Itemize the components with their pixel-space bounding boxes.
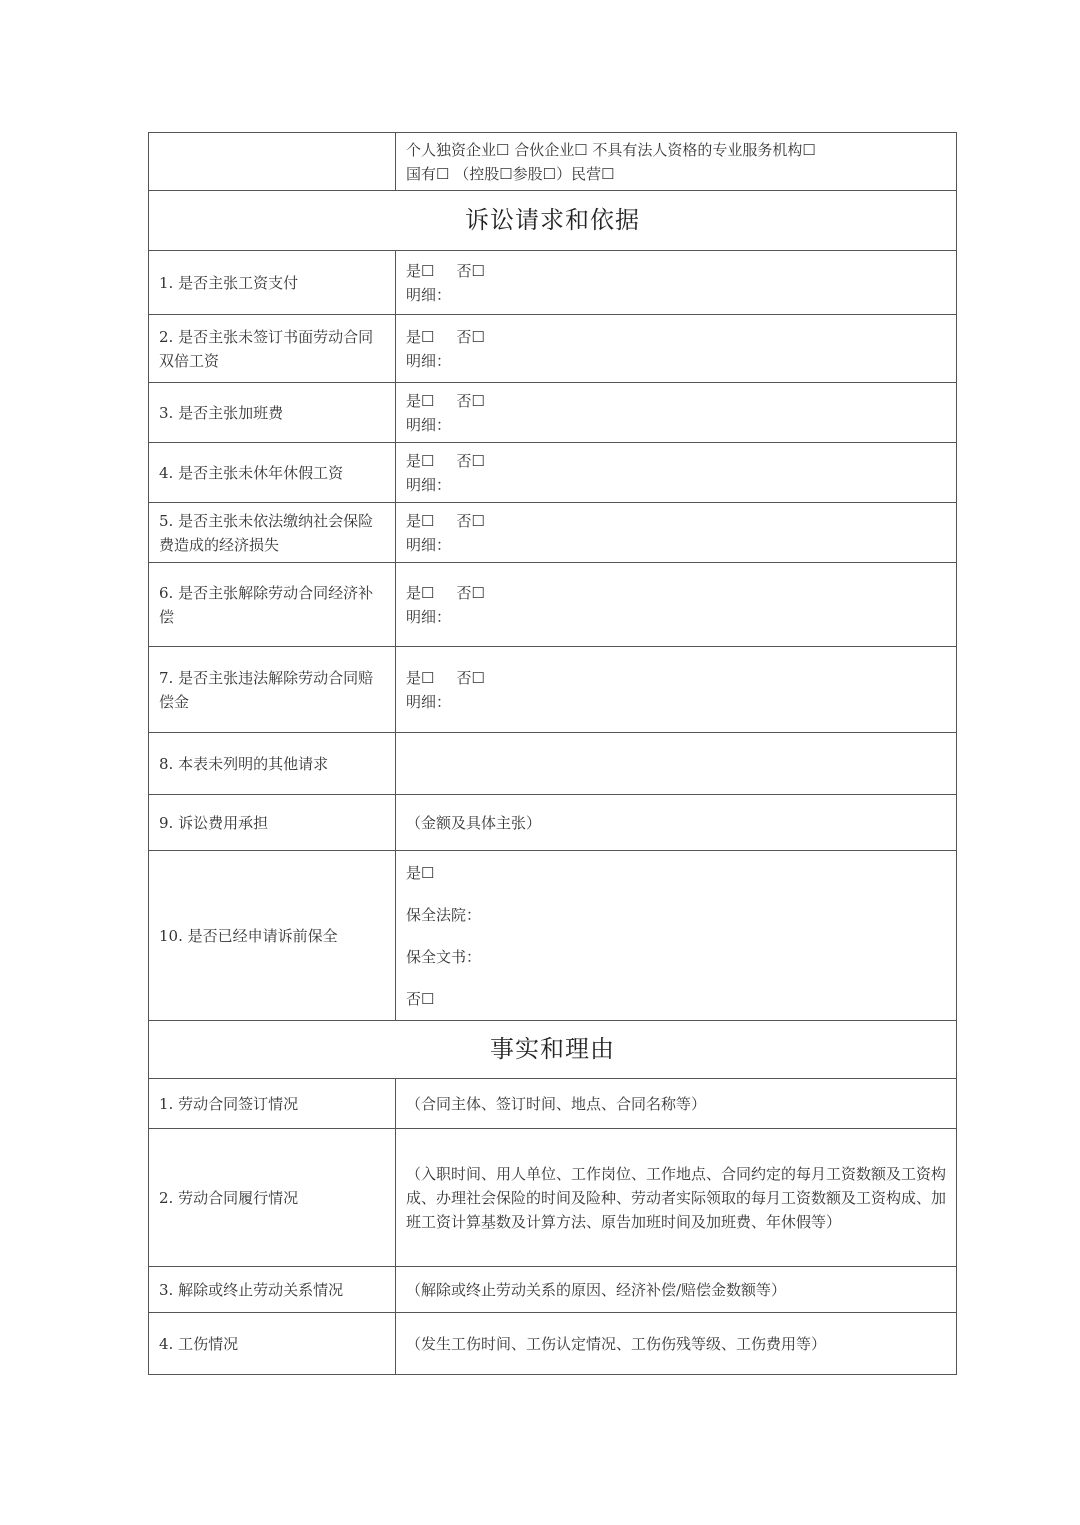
claim-row-7	[149, 647, 957, 733]
yes-checkbox[interactable]: 是☐	[406, 511, 435, 530]
enterprise-type-line-1: 个人独资企业☐ 合伙企业☐ 不具有法人资格的专业服务机构☐	[406, 140, 816, 159]
preservation-court-label: 保全法院：	[406, 905, 482, 924]
enterprise-type-options[interactable]	[396, 133, 957, 191]
fact-label: 1. 劳动合同签订情况	[149, 1079, 396, 1129]
claim-label: 5. 是否主张未依法缴纳社会保险费造成的经济损失	[149, 503, 396, 563]
detail-label: 明细：	[406, 351, 452, 370]
fact-label: 4. 工伤情况	[149, 1313, 396, 1375]
yes-checkbox[interactable]: 是☐	[406, 451, 435, 470]
enterprise-type-row	[149, 133, 957, 191]
claim-answer[interactable]	[396, 503, 957, 563]
section-claims-title: 诉讼请求和依据	[149, 191, 957, 251]
detail-label: 明细：	[406, 415, 452, 434]
yes-checkbox[interactable]: 是☐	[406, 261, 435, 280]
fact-value[interactable]: （发生工伤时间、工伤认定情况、工伤伤残等级、工伤费用等）	[396, 1313, 957, 1375]
litigation-cost-label: 9. 诉讼费用承担	[149, 795, 396, 851]
section-facts-title: 事实和理由	[149, 1021, 957, 1079]
claim-row-2	[149, 315, 957, 383]
fact-row-4	[149, 1313, 957, 1375]
fact-value[interactable]: （入职时间、用人单位、工作岗位、工作地点、合同约定的每月工资数额及工资构成、办理社会保险的时间及险种、劳动者实际领取的每月工资数额及工资构成、加班工资计算基数及计算方法、原告加班时间及加班费、年休假等）	[396, 1129, 957, 1267]
detail-label: 明细：	[406, 692, 452, 711]
yes-checkbox[interactable]: 是☐	[406, 583, 435, 602]
claim-row-1	[149, 251, 957, 315]
litigation-cost-row	[149, 795, 957, 851]
fact-value[interactable]: （合同主体、签订时间、地点、合同名称等）	[396, 1079, 957, 1129]
no-checkbox[interactable]: 否☐	[456, 451, 485, 470]
claim-label: 7. 是否主张违法解除劳动合同赔偿金	[149, 647, 396, 733]
claim-label: 6. 是否主张解除劳动合同经济补偿	[149, 563, 396, 647]
claim-row-3	[149, 383, 957, 443]
section-facts-row	[149, 1021, 957, 1079]
fact-row-1	[149, 1079, 957, 1129]
enterprise-type-line-2: 国有☐ （控股☐参股☐）民营☐	[406, 164, 615, 183]
preservation-no-checkbox[interactable]: 否☐	[406, 989, 435, 1008]
claim-answer[interactable]	[396, 251, 957, 315]
preservation-yes-checkbox[interactable]: 是☐	[406, 863, 435, 882]
no-checkbox[interactable]: 否☐	[456, 391, 485, 410]
claim-row-4	[149, 443, 957, 503]
fact-label: 2. 劳动合同履行情况	[149, 1129, 396, 1267]
fact-row-2	[149, 1129, 957, 1267]
claim-row-5	[149, 503, 957, 563]
preservation-document-label: 保全文书：	[406, 947, 482, 966]
other-claims-row	[149, 733, 957, 795]
fact-value[interactable]: （解除或终止劳动关系的原因、经济补偿/赔偿金数额等）	[396, 1267, 957, 1313]
preservation-answer[interactable]	[396, 851, 957, 1021]
detail-label: 明细：	[406, 475, 452, 494]
no-checkbox[interactable]: 否☐	[456, 668, 485, 687]
enterprise-type-label-cell	[149, 133, 396, 191]
claim-answer[interactable]	[396, 383, 957, 443]
claim-label: 4. 是否主张未休年休假工资	[149, 443, 396, 503]
claim-answer[interactable]	[396, 315, 957, 383]
fact-label: 3. 解除或终止劳动关系情况	[149, 1267, 396, 1313]
litigation-cost-value[interactable]: （金额及具体主张）	[396, 795, 957, 851]
claim-answer[interactable]	[396, 647, 957, 733]
claim-row-6	[149, 563, 957, 647]
complaint-form-table	[148, 132, 957, 1375]
section-claims-row	[149, 191, 957, 251]
fact-row-3	[149, 1267, 957, 1313]
yes-checkbox[interactable]: 是☐	[406, 327, 435, 346]
other-claims-label: 8. 本表未列明的其他请求	[149, 733, 396, 795]
yes-checkbox[interactable]: 是☐	[406, 391, 435, 410]
no-checkbox[interactable]: 否☐	[456, 583, 485, 602]
detail-label: 明细：	[406, 535, 452, 554]
detail-label: 明细：	[406, 607, 452, 626]
no-checkbox[interactable]: 否☐	[456, 261, 485, 280]
preservation-row	[149, 851, 957, 1021]
claim-answer[interactable]	[396, 443, 957, 503]
claim-label: 2. 是否主张未签订书面劳动合同双倍工资	[149, 315, 396, 383]
no-checkbox[interactable]: 否☐	[456, 511, 485, 530]
no-checkbox[interactable]: 否☐	[456, 327, 485, 346]
detail-label: 明细：	[406, 285, 452, 304]
other-claims-value[interactable]	[396, 733, 957, 795]
claim-label: 3. 是否主张加班费	[149, 383, 396, 443]
claim-answer[interactable]	[396, 563, 957, 647]
claim-label: 1. 是否主张工资支付	[149, 251, 396, 315]
yes-checkbox[interactable]: 是☐	[406, 668, 435, 687]
preservation-label: 10. 是否已经申请诉前保全	[149, 851, 396, 1021]
